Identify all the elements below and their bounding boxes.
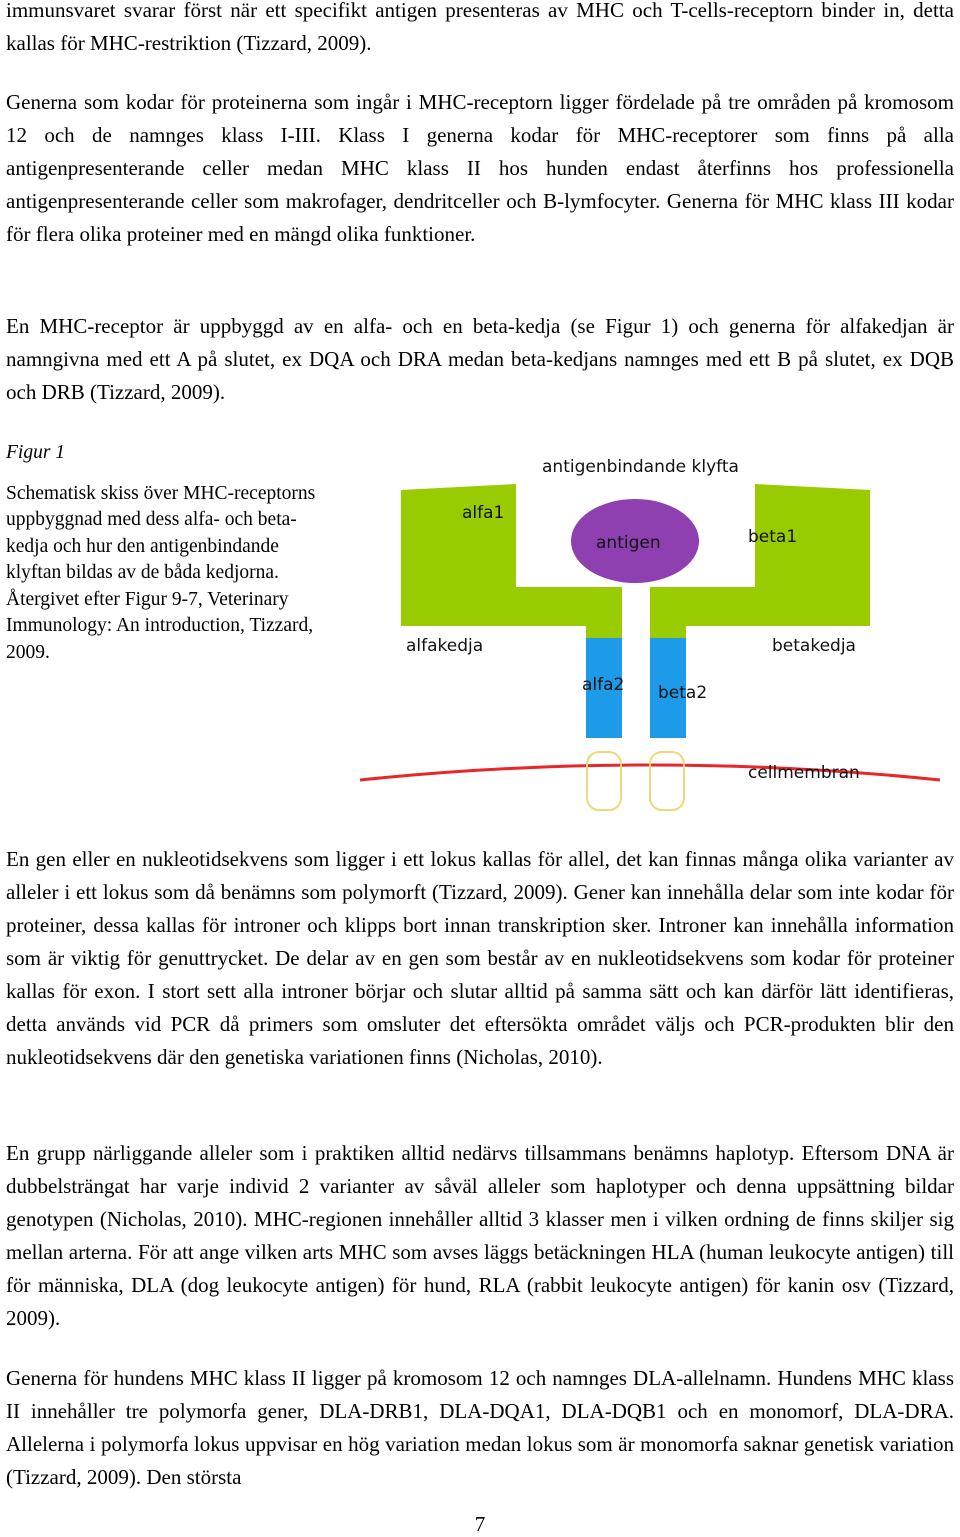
- alfa-transmembrane-segment: [587, 752, 621, 810]
- label-cellmembran: cellmembran: [748, 763, 860, 783]
- paragraph-dog-mhc-class-ii: Generna för hundens MHC klass II ligger på kromosom 12 och namnges DLA-allelnamn. Hundens MHC klass II innehåller tre polymorfa gener, DLA-DRB1, DLA-DQA1, DLA-DQB1 och en monomorf, DLA-DRA. Allelerna i polymorfa lokus uppvisar en hög variation medan lokus som är monomorfa saknar genetisk variation (Tizzard, 2009). Den största: [6, 1366, 954, 1489]
- label-beta1: beta1: [748, 527, 798, 547]
- label-alfa2: alfa2: [582, 675, 625, 695]
- paragraph-mhc-restriction: immunsvaret svarar först när ett specifikt antigen presenteras av MHC och T-cells-receptorn binder in, detta kallas för MHC-restriktion (Tizzard, 2009).: [6, 0, 954, 55]
- label-alfakedja: alfakedja: [406, 636, 484, 656]
- beta-transmembrane-segment: [650, 752, 684, 810]
- figure-caption-source: Återgivet efter Figur 9-7, Veterinary Immunology: An introduction, Tizzard, 2009.: [6, 588, 314, 663]
- label-beta2: beta2: [658, 683, 708, 703]
- label-betakedja: betakedja: [772, 636, 856, 656]
- paragraph-mhc-chains: En MHC-receptor är uppbyggd av en alfa- och en beta-kedja (se Figur 1) och generna för alfakedjan är namngivna med ett A på slutet, ex DQA och DRA medan beta-kedjans namnges med ett B på slutet, ex DQB och DRB (Tizzard, 2009).: [6, 314, 954, 404]
- mhc-receptor-diagram: [360, 450, 940, 815]
- figure-title: Figur 1: [6, 442, 66, 463]
- label-antigen-binding-cleft: antigenbindande klyfta: [542, 457, 739, 477]
- page-number: 7: [474, 1512, 486, 1536]
- figure-caption: [6, 440, 331, 666]
- label-antigen: antigen: [596, 533, 661, 553]
- paragraph-haplotype: En grupp närliggande alleler som i praktiken alltid nedärvs tillsammans benämns haplotyp. Eftersom DNA är dubbelsträngat har varje individ 2 varianter av såväl alleler som haplotyper och denna uppsättning bildar genotypen (Nicholas, 2010). MHC-regionen innehåller alltid 3 klasser men i vilken ordning de finns skiljer sig mellan arterna. För att ange vilken arts MHC som avses läggs betäckningen HLA (human leukocyte antigen) till för människa, DLA (dog leukocyte antigen) för hund, RLA (rabbit leukocyte antigen) för kanin osv (Tizzard, 2009).: [6, 1141, 954, 1330]
- label-alfa1: alfa1: [462, 503, 505, 523]
- paragraph-alleles-introns: En gen eller en nukleotidsekvens som ligger i ett lokus kallas för allel, det kan finnas många olika varianter av alleler i ett lokus som då benämns som polymorft (Tizzard, 2009). Gener kan innehålla delar som inte kodar för proteiner, dessa kallas för introner och klipps bort innan transkription sker. Introner kan innehålla information som är viktig för genuttrycket. De delar av en gen som består av en nukleotidsekvens som kodar för proteiner kallas för exon. I stort sett alla introner börjar och slutar alltid på samma sätt och kan därför lätt identifieras, detta används vid PCR då primers som omsluter det eftersökta området väljs och PCR-produkten blir den nukleotidsekvens där den genetiska variationen finns (Nicholas, 2010).: [6, 847, 954, 1069]
- figure-caption-description: Schematisk skiss över MHC-receptorns uppbyggnad med dess alfa- och beta-kedja och hur den antigenbindande klyftan bildas av de båda kedjorna.: [6, 482, 316, 583]
- paragraph-mhc-classes: Generna som kodar för proteinerna som ingår i MHC-receptorn ligger fördelade på tre områden på kromosom 12 och de namnges klass I-III. Klass I generna kodar för MHC-receptorer som finns på alla antigenpresenterande celler medan MHC klass II hos hunden endast återfinns hos professionella antigenpresenterande celler som makrofager, dendritceller och B-lymfocyter. Generna för MHC klass III kodar för flera olika proteiner med en mängd olika funktioner.: [6, 90, 954, 246]
